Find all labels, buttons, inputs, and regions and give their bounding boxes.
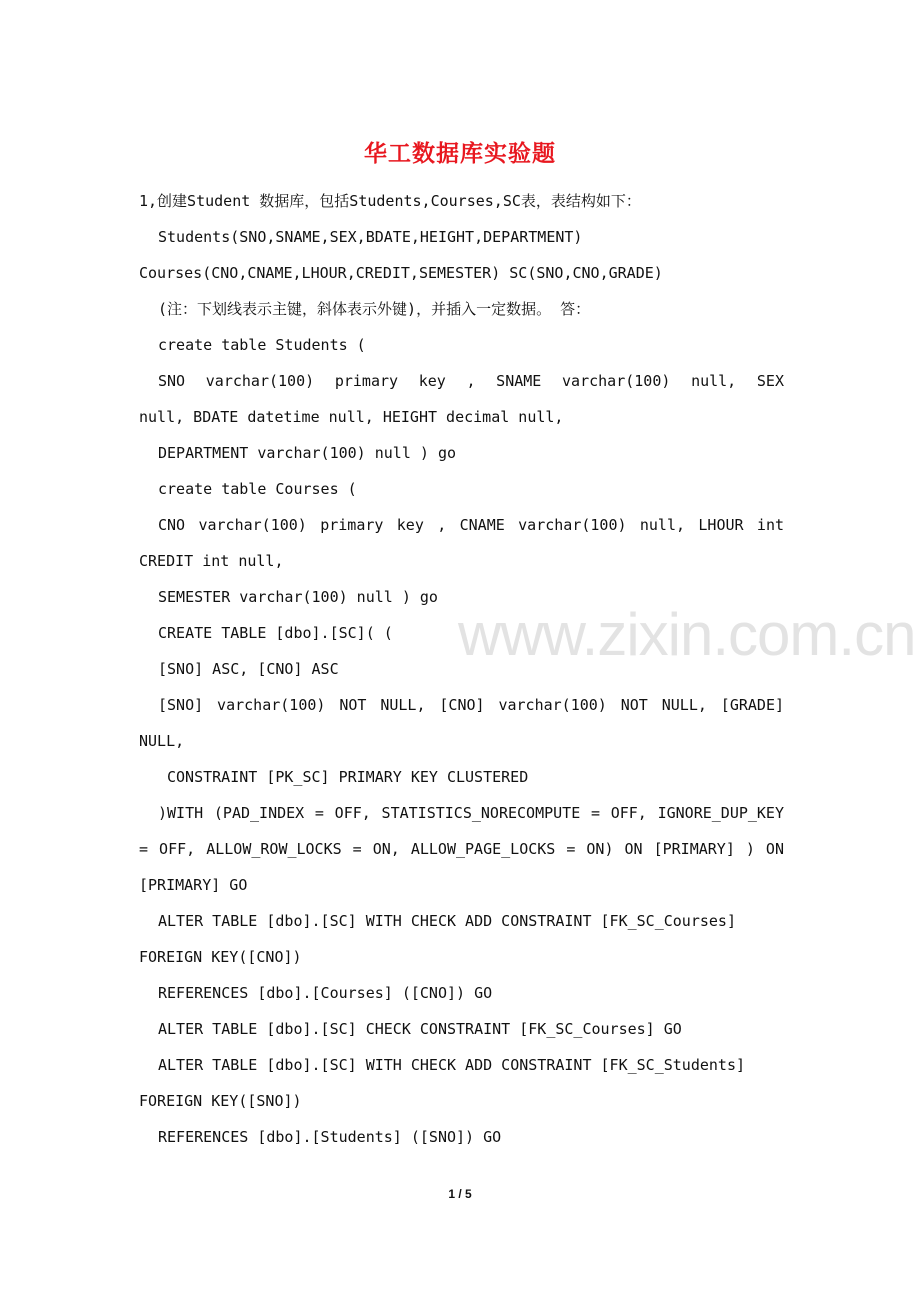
body-line: DEPARTMENT varchar(100) null ) go [158,444,457,462]
body-line: FOREIGN KEY([CNO]) [139,948,302,966]
body-line: ALTER TABLE [dbo].[SC] WITH CHECK ADD CONSTRAINT [FK_SC_Courses] [158,912,736,930]
body-line: SNO varchar(100) primary key , SNAME varchar(100) null, SEX [158,372,784,390]
body-line: create table Students ( [158,336,366,354]
body-line: [SNO] ASC, [CNO] ASC [158,660,339,678]
body-line: create table Courses ( [158,480,357,498]
body-line: FOREIGN KEY([SNO]) [139,1092,302,1110]
body-line: NULL, [139,732,185,750]
body-line: (注：下划线表示主键，斜体表示外键)，并插入一定数据。 答： [158,300,591,318]
body-line: REFERENCES [dbo].[Students] ([SNO]) GO [158,1128,502,1146]
document-title: 华工数据库实验题 [364,140,556,167]
body-line: 1,创建Student 数据库，包括Students,Courses,SC表，表结构如下： [139,192,641,210]
body-line: [SNO] varchar(100) NOT NULL, [CNO] varchar(100) NOT NULL, [GRADE] [158,696,784,714]
body-line: Courses(CNO,CNAME,LHOUR,CREDIT,SEMESTER) SC(SNO,CNO,GRADE) [139,264,663,282]
body-line: ALTER TABLE [dbo].[SC] CHECK CONSTRAINT [FK_SC_Courses] GO [158,1020,682,1038]
body-line: null, BDATE datetime null, HEIGHT decimal null, [139,408,564,426]
watermark: www.zixin.com.cn [458,601,916,668]
body-line: Students(SNO,SNAME,SEX,BDATE,HEIGHT,DEPARTMENT) [158,228,583,246]
page-number: 1 / 5 [448,1187,472,1201]
body-line: CNO varchar(100) primary key , CNAME varchar(100) null, LHOUR int [158,516,784,534]
body-line: CONSTRAINT [PK_SC] PRIMARY KEY CLUSTERED [167,768,529,786]
body-line: CREDIT int null, [139,552,284,570]
body-line: ALTER TABLE [dbo].[SC] WITH CHECK ADD CONSTRAINT [FK_SC_Students] [158,1056,745,1074]
body-line: = OFF, ALLOW_ROW_LOCKS = ON, ALLOW_PAGE_LOCKS = ON) ON [PRIMARY] ) ON [139,840,784,858]
body-line: SEMESTER varchar(100) null ) go [158,588,438,606]
body-line: )WITH (PAD_INDEX = OFF, STATISTICS_NORECOMPUTE = OFF, IGNORE_DUP_KEY [158,804,784,822]
body-line: REFERENCES [dbo].[Courses] ([CNO]) GO [158,984,493,1002]
document-body [139,183,784,1155]
body-line: CREATE TABLE [dbo].[SC]( ( [158,624,393,642]
body-line: [PRIMARY] GO [139,876,248,894]
